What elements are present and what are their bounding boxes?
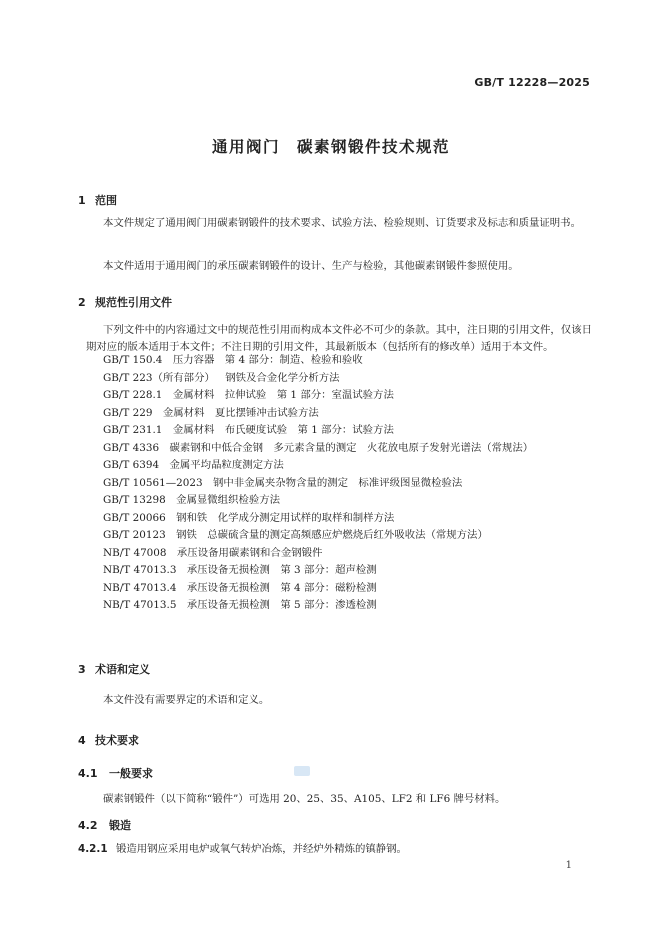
reference-code: NB/T 47013.3 (103, 564, 177, 576)
section-1-heading (78, 192, 117, 208)
section-4-1-title: 一般要求 (109, 767, 153, 780)
reference-item (103, 422, 533, 440)
reference-title: 钢和铁 化学成分测定用试样的取样和制样方法 (176, 511, 395, 524)
reference-title: 钢中非金属夹杂物含量的测定 标准评级图显微检验法 (212, 476, 463, 489)
reference-code: GB/T 228.1 (103, 389, 163, 401)
reference-item (103, 562, 533, 580)
reference-code: GB/T 4336 (103, 441, 160, 454)
section-3-paragraph: 本文件没有需要界定的术语和定义。 (103, 694, 270, 706)
reference-item (103, 370, 533, 388)
clause-4-2-1 (78, 841, 407, 858)
watermark-logo (294, 766, 310, 776)
reference-item (103, 492, 533, 510)
reference-title: 承压设备用碳素钢和合金钢锻件 (176, 546, 323, 559)
reference-item (103, 387, 533, 405)
reference-item (103, 405, 533, 423)
reference-code: GB/T 229 (103, 406, 153, 419)
section-2-title: 规范性引用文件 (95, 296, 172, 309)
section-4-2-title: 锻造 (109, 819, 131, 832)
reference-code: GB/T 231.1 (103, 424, 163, 436)
reference-title: 金属平均晶粒度测定方法 (169, 459, 284, 471)
section-4-1-paragraph: 碳素钢锻件（以下简称“锻件”）可选用 20、25、35、A105、LF2 和 LF6 牌号材料。 (103, 793, 506, 805)
reference-title: 钢铁 总碳硫含量的测定高频感应炉燃烧后红外吸收法（常规方法） (176, 529, 488, 541)
section-4-title: 技术要求 (95, 734, 139, 747)
section-4-2-number: 4.2 (78, 819, 98, 832)
section-2-intro: 下列文件中的内容通过文中的规范性引用而构成本文件必不可少的条款。其中，注日期的引用文件，仅该日期对应的版本适用于本文件；不注日期的引用文件，其最新版本（包括所有的修改单）适用于本文件。 (86, 324, 592, 353)
reference-code: GB/T 6394 (103, 459, 160, 471)
reference-item (103, 527, 533, 545)
reference-item (103, 597, 533, 615)
reference-item (103, 475, 533, 493)
reference-title: 压力容器 第 4 部分：制造、检验和验收 (172, 354, 363, 366)
reference-title: 金属显微组织检验方法 (176, 494, 281, 506)
section-3-number: 3 (78, 663, 86, 676)
document-title: 通用阀门 碳素钢锻件技术规范 (211, 138, 450, 156)
reference-code: GB/T 223（所有部分） (103, 371, 215, 384)
section-2-number: 2 (78, 296, 86, 309)
section-1-paragraph-1: 本文件规定了通用阀门用碳素钢锻件的技术要求、试验方法、检验规则、订货要求及标志和质量证明书。 (103, 217, 581, 229)
clause-4-2-1-text: 锻造用钢应采用电炉或氧气转炉冶炼，并经炉外精炼的镇静钢。 (116, 843, 407, 855)
reference-item (103, 580, 533, 598)
reference-title: 金属材料 布氏硬度试验 第 1 部分：试验方法 (172, 424, 394, 436)
standard-code: GB/T 12228—2025 (474, 76, 590, 89)
normative-reference-list (103, 352, 533, 615)
section-4-heading (78, 732, 139, 748)
section-3-title: 术语和定义 (95, 663, 150, 676)
reference-code: GB/T 10561—2023 (103, 476, 203, 489)
reference-code: NB/T 47008 (103, 546, 167, 559)
reference-title: 碳素钢和中低合金钢 多元素含量的测定 火花放电原子发射光谱法（常规法） (169, 441, 534, 454)
reference-code: NB/T 47013.4 (103, 581, 177, 594)
reference-code: GB/T 20066 (103, 511, 166, 524)
clause-4-2-1-number: 4.2.1 (78, 843, 108, 855)
reference-item (103, 457, 533, 475)
reference-item (103, 440, 533, 458)
reference-code: NB/T 47013.5 (103, 599, 177, 611)
reference-code: GB/T 150.4 (103, 354, 163, 366)
reference-title: 钢铁及合金化学分析方法 (225, 371, 340, 384)
reference-code: GB/T 13298 (103, 494, 166, 506)
reference-item (103, 545, 533, 563)
reference-title: 金属材料 拉伸试验 第 1 部分：室温试验方法 (172, 389, 394, 401)
reference-code: GB/T 20123 (103, 529, 166, 541)
reference-title: 金属材料 夏比摆锤冲击试验方法 (162, 406, 319, 419)
section-4-1-heading (78, 765, 153, 781)
section-1-number: 1 (78, 194, 86, 207)
section-1-title: 范围 (95, 194, 117, 207)
section-4-2-heading (78, 817, 131, 833)
section-3-heading (78, 661, 150, 677)
reference-title: 承压设备无损检测 第 3 部分：超声检测 (186, 564, 377, 576)
reference-title: 承压设备无损检测 第 4 部分：磁粉检测 (186, 581, 377, 594)
reference-item (103, 510, 533, 528)
page-number: 1 (565, 860, 572, 871)
reference-item (103, 352, 533, 370)
section-1-paragraph-2: 本文件适用于通用阀门的承压碳素钢锻件的设计、生产与检验，其他碳素钢锻件参照使用。 (103, 260, 519, 272)
section-4-1-number: 4.1 (78, 767, 98, 780)
section-2-heading (78, 294, 172, 310)
section-4-number: 4 (78, 734, 86, 747)
reference-title: 承压设备无损检测 第 5 部分：渗透检测 (186, 599, 377, 611)
